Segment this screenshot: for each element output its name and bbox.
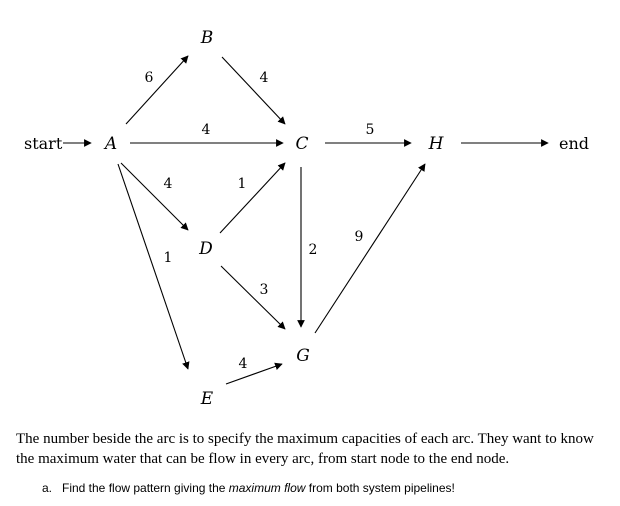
capacity-A-B: 6 xyxy=(144,70,154,86)
capacity-G-H: 9 xyxy=(354,229,364,245)
capacity-C-H: 5 xyxy=(365,122,375,138)
edge-G-H xyxy=(315,164,425,333)
end-label: end xyxy=(559,134,590,153)
question-text-after: from both system pipelines! xyxy=(305,481,455,495)
node-c: C xyxy=(295,134,309,154)
capacity-D-C: 1 xyxy=(237,176,247,192)
capacity-D-G: 3 xyxy=(259,282,269,298)
node-b: B xyxy=(200,28,214,48)
question-letter: a. xyxy=(42,481,53,495)
capacity-A-D: 4 xyxy=(163,176,173,192)
node-d: D xyxy=(199,239,213,259)
node-g: G xyxy=(296,346,310,366)
problem-description: The number beside the arc is to specify the maximum capacities of each arc. They want to know the maximum water that can be flow in every arc, from start node to the end node. xyxy=(16,431,594,467)
capacity-A-E: 1 xyxy=(163,250,173,266)
capacity-A-C: 4 xyxy=(201,122,211,138)
edge-A-D xyxy=(121,163,188,230)
capacity-B-C: 4 xyxy=(259,70,269,86)
node-h: H xyxy=(428,134,444,154)
edge-D-C xyxy=(220,163,285,233)
edge-A-B xyxy=(126,56,188,124)
question-emphasis: maximum flow xyxy=(228,481,306,495)
edge-B-C xyxy=(222,57,285,124)
node-e: E xyxy=(200,389,214,409)
capacity-C-G: 2 xyxy=(308,242,318,258)
capacity-E-G: 4 xyxy=(238,356,248,372)
question-text-before: Find the flow pattern giving the xyxy=(62,481,229,495)
question-a xyxy=(42,481,612,495)
edge-E-G xyxy=(226,364,282,384)
node-a: A xyxy=(104,134,118,154)
edge-D-G xyxy=(221,266,285,329)
start-label: start xyxy=(24,134,63,153)
